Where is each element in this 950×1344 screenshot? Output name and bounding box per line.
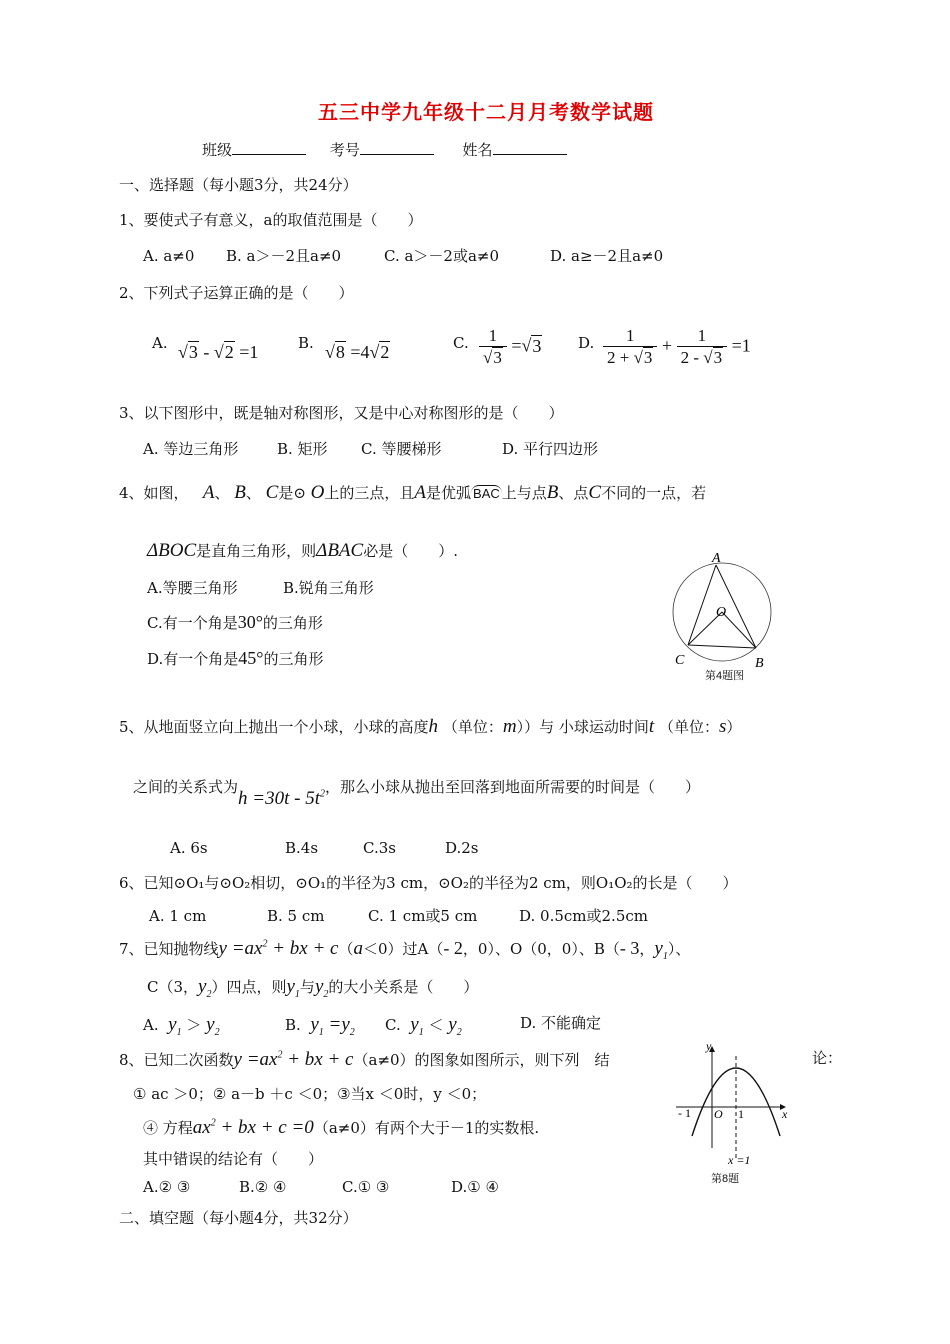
y-axis-label: y <box>706 1040 712 1053</box>
symmetry-label: x =1 <box>728 1153 751 1167</box>
q1-option-d: D. a≥－2且a≠0 <box>550 247 664 265</box>
q5-option-b: B.4s <box>285 839 319 857</box>
q4-option-b: B.锐角三角形 <box>283 579 374 597</box>
segment-ob <box>722 612 756 648</box>
q6-option-b: B. 5 cm <box>267 907 325 925</box>
class-label: 班级 <box>202 141 233 159</box>
q8-figure-caption: 第8题 <box>711 1173 740 1185</box>
question-2-stem: 2、下列式子运算正确的是（ ） <box>119 284 354 302</box>
q2-expression-b: √8 =4√2 <box>325 342 390 362</box>
q7-option-a: A. $y_1 > y_2$ <box>143 1014 220 1038</box>
q2-expression-a: √3 - √2 =1 <box>178 342 259 362</box>
q6-option-a: A. 1 cm <box>149 907 207 925</box>
point-label-c: C <box>675 653 685 668</box>
exam-no-blank[interactable] <box>360 140 434 155</box>
q5-option-d: D.2s <box>445 839 479 857</box>
q3-option-a: A. 等边三角形 <box>143 440 239 458</box>
q8-option-b: B.② ④ <box>239 1178 287 1196</box>
question-8-line-1: 8、已知二次函数$y =ax^2$ + bx + c（a≠0）的图象如图所示，则下列 结 <box>119 1049 610 1070</box>
question-4-line-1: 4、如图， A、 B、 C是⊙ O上的三点，且A是优弧 BAC 上与点B、点C不同的一点，若 <box>119 482 707 503</box>
q2-expression-d: $\frac{1}{2 + √3}$ + $\frac{1}{2 - √3}$ =1 <box>603 326 751 369</box>
q4-figure-caption: 第4题图 <box>705 670 745 682</box>
page-title: 五三中学九年级十二月月考数学试题 <box>318 100 654 124</box>
segment-cb <box>688 645 756 648</box>
x-axis-label: x <box>782 1107 788 1121</box>
q7-option-b: B. $y_1 =y_2$ <box>285 1014 355 1038</box>
q5-option-a: A. 6s <box>170 839 208 857</box>
q2-expression-c: $\frac{1}{√3}$ =√3 <box>479 326 542 369</box>
q7-option-d: D. 不能确定 <box>520 1014 602 1032</box>
segment-ac <box>688 565 716 645</box>
arc-bac: BAC <box>473 486 500 501</box>
point-label-a: A <box>712 551 721 566</box>
exam-no-label: 考号 <box>329 141 360 159</box>
q7-option-c: C. $y_1 < y_2$ <box>385 1014 462 1038</box>
q3-option-b: B. 矩形 <box>277 440 328 458</box>
name-label: 姓名 <box>462 141 493 159</box>
q4-option-a: A.等腰三角形 <box>147 579 238 597</box>
q4-option-d: D.有一个角是45°的三角形 <box>147 648 324 668</box>
q1-option-a: A. a≠0 <box>143 247 195 265</box>
q8-option-d: D.① ④ <box>451 1178 499 1196</box>
question-1-stem: 1、要使式子有意义，a的取值范围是（ ） <box>119 211 423 229</box>
q5-option-c: C.3s <box>363 839 396 857</box>
q2-label-b: B. <box>298 334 314 352</box>
q1-option-b: B. a＞－2且a≠0 <box>226 247 342 265</box>
q8-option-c: C.① ③ <box>342 1178 390 1196</box>
question-5-line-1: 5、从地面竖立向上抛出一个小球，小球的高度h （单位：m））与 小球运动时间t （单位：s） <box>119 716 742 737</box>
q2-label-d: D. <box>578 334 595 352</box>
point-label-o: O <box>716 605 727 620</box>
question-8-line-3: ④ 方程$ax^2$ + bx + c =0（a≠0）有两个大于－1的实数根. <box>143 1117 540 1138</box>
student-info-line <box>202 140 567 159</box>
question-3-stem: 3、以下图形中，既是轴对称图形，又是中心对称图形的是（ ） <box>119 404 564 422</box>
q3-option-d: D. 平行四边形 <box>502 440 599 458</box>
question-8-line-4: 其中错误的结论有（ ） <box>143 1150 324 1168</box>
section-heading-choice: 一、选择题（每小题3分，共24分） <box>119 176 358 194</box>
q4-circle-figure <box>665 550 785 685</box>
question-7-line-2: C（3，$y_2$）四点，则$y_1$与$y_2$的大小关系是（ ） <box>147 976 479 1000</box>
q2-label-c: C. <box>453 334 469 352</box>
question-5-line-2: 之间的关系式为$h =30t - 5t^2$，那么小球从抛出至回落到地面所需要的时间是（ ） <box>133 778 700 809</box>
origin-label: O <box>714 1107 723 1121</box>
question-7-line-1: 7、已知抛物线$y =ax^2$ + bx + c（a＜0）过A（- 2，0）、O（0，0）、B（- 3，$y_1$）、 <box>119 938 691 962</box>
question-8-line-2: ① ac ＞0；② a－b ＋c ＜0；③当x ＜0时，y ＜0； <box>133 1085 487 1103</box>
q8-parabola-figure <box>672 1040 802 1175</box>
tick-label-neg1: - 1 <box>678 1106 691 1120</box>
name-blank[interactable] <box>493 140 567 155</box>
class-blank[interactable] <box>232 140 306 155</box>
q6-option-c: C. 1 cm或5 cm <box>368 907 478 925</box>
question-6-stem: 6、已知⊙O₁与⊙O₂相切，⊙O₁的半径为3 cm，⊙O₂的半径为2 cm，则O₁O₂的长是（ ） <box>119 874 738 892</box>
q4-option-c: C.有一个角是30°的三角形 <box>147 612 323 632</box>
point-label-b: B <box>755 656 764 671</box>
tick-label-1: 1 <box>738 1107 744 1121</box>
question-4-line-2: ΔBOC是直角三角形，则ΔBAC必是（ ）. <box>147 540 458 561</box>
q3-option-c: C. 等腰梯形 <box>361 440 442 458</box>
q6-option-d: D. 0.5cm或2.5cm <box>519 907 648 925</box>
q8-option-a: A.② ③ <box>143 1178 191 1196</box>
q1-option-c: C. a＞－2或a≠0 <box>384 247 500 265</box>
question-8-line-1-end: 论： <box>812 1049 843 1067</box>
section-heading-fill: 二、填空题（每小题4分，共32分） <box>119 1209 358 1227</box>
q2-label-a: A. <box>152 334 168 352</box>
